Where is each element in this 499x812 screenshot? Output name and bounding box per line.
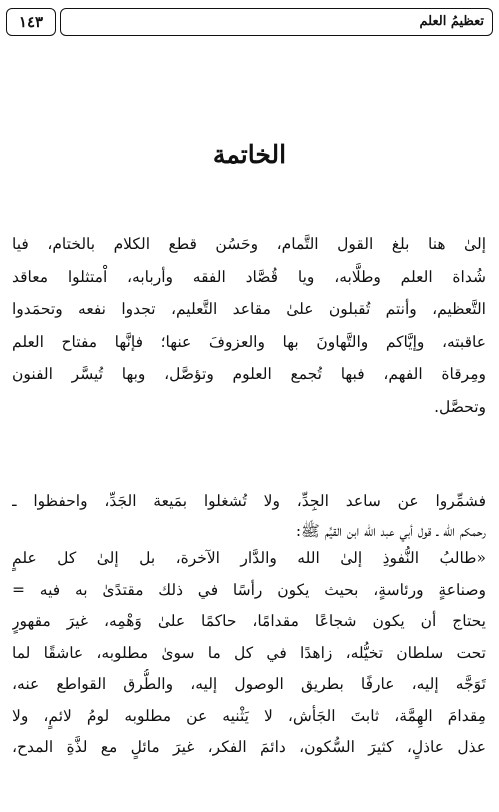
text-line: يحتاج أن يكون شجاعًا مقدامًا، حاكمًا علىٰ وَهْمِه، غيرَ مقهورٍ: [12, 612, 486, 630]
text-line: تَوَجَّه إليه، عارفًا بطريق الوصول إليه، والطُّرق القواطع عنه،: [12, 675, 486, 693]
running-title-box: [60, 8, 493, 36]
text-line: التَّعظيم، وأنتم تُقبلون علىٰ مقاعد التَّعليم، تجدوا نفعه وتحمَدوا: [12, 300, 486, 318]
text-line: شُداة العلم وطلَّابه، ويا قُصَّاد الفقه وأربابه، اْمتثلوا معاقد: [12, 267, 486, 286]
text-line: فشمِّروا عن ساعد الجِدِّ، ولا تُشغلوا بمَيعة الجَدِّ، واحفظوا ـ: [12, 492, 486, 510]
text-line: مِقدامَ الهِمَّة، ثابتَ الجَأش، لا يَثْنيه عن مطلوبه لومُ لائمٍ، ولا: [12, 706, 486, 725]
quotation-ibn-alqayyim: [12, 543, 486, 764]
text-line: عاقبته، وإيَّاكم والتَّهاونَ بها والعزوفَ عنها؛ فإنَّها مفتاح العلم: [12, 332, 486, 351]
text-line: إلىٰ هنا بلغ القول التَّمام، وحَسُن قطع الكلام بالختام، فيا: [12, 235, 486, 253]
text-line: تحت سلطان تخيُّله، زاهدًا في كل ما سوىٰ مطلوبه، عاشقًا لما: [12, 643, 486, 662]
text-line: وصناعةٍ ورئاسةٍ، بحيث يكون رأسًا في ذلك مقتدًىٰ به فيه =: [12, 580, 486, 599]
page-number: ١٤٣: [18, 13, 44, 31]
text-line: عذل عاذلٍ، كثيرَ السُّكون، دائمَ الفكر، غيرَ مائلٍ مع لذَّةِ المدح،: [12, 738, 486, 756]
page-header: [6, 8, 493, 38]
chapter-title: الخاتمة: [212, 140, 287, 169]
text-line: ومِرقاة الفهم، فبها تُجمع العلوم وتؤصَّل، وبها تُيسَّر الفنون: [12, 365, 486, 383]
paragraph-conclusion: [12, 228, 486, 423]
page-number-box: [6, 8, 56, 36]
running-title: تعظيمُ العلم: [419, 14, 484, 29]
paragraph-exhortation: [12, 486, 486, 546]
text-line: «طالبُ النُّفوذِ إلىٰ الله والدَّار الآخرة، بل إلىٰ كل علمٍ: [12, 549, 486, 567]
text-line: وتحصَّل.: [434, 397, 486, 416]
text-line: رحمكم الله ـ قول أبي عبد الله ابن القيِّم ﷺ:: [295, 522, 486, 540]
